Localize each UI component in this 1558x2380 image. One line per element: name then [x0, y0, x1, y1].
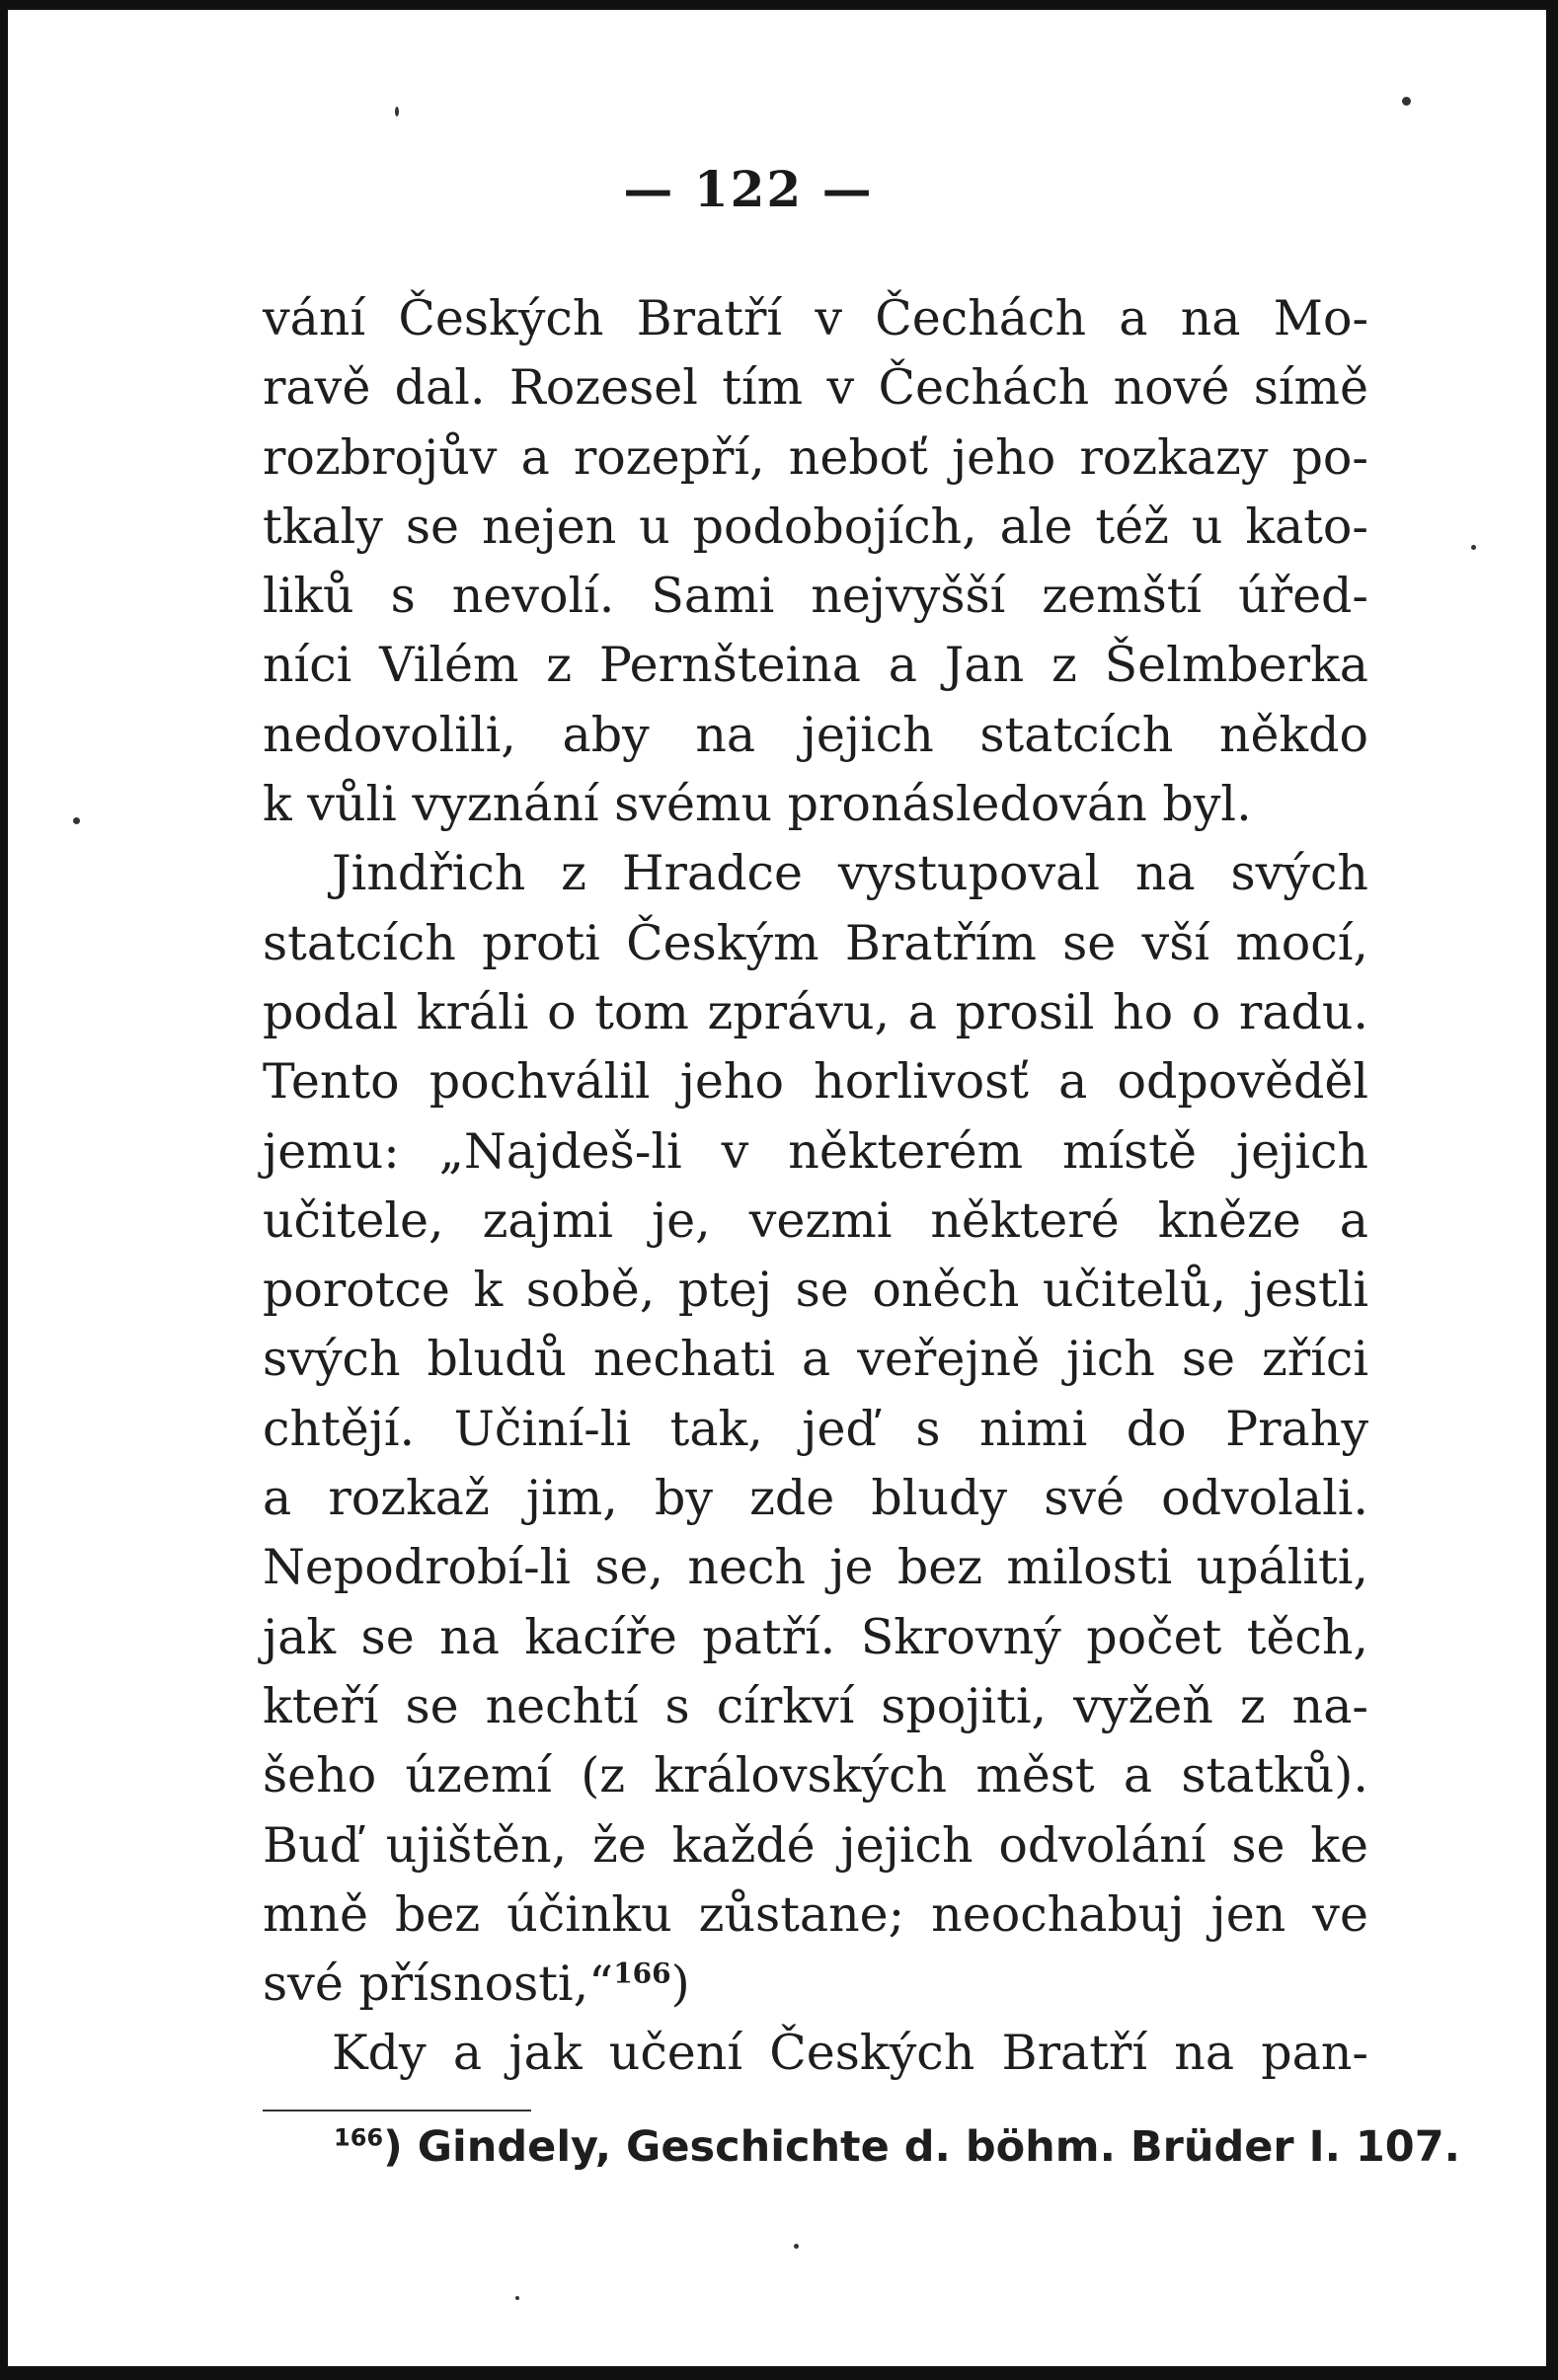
- footnote-text: ) Gindely, Geschichte d. böhm. Brüder I. 107.: [383, 2122, 1460, 2172]
- text-line: svých bludů nechati a veřejně jich se zříci: [263, 1331, 1368, 1388]
- scan-speck: [395, 107, 399, 116]
- text-line: nedovolili, aby na jejich statcích někdo: [263, 706, 1368, 763]
- footnote-number: 166: [334, 2123, 384, 2152]
- text-line: tkaly se nejen u podobojích, ale též u kato-: [263, 498, 1368, 555]
- text-line: k vůli vyznání svému pronásledován byl.: [263, 776, 1252, 833]
- text-line: liků s nevolí. Sami nejvyšší zemští úřed-: [263, 568, 1368, 625]
- text-line-content: své přísnosti,“: [263, 1956, 614, 2013]
- scan-speck: [794, 2244, 799, 2249]
- text-line: jak se na kacíře patří. Skrovný počet těch,: [263, 1608, 1368, 1665]
- text-line-last: [263, 1950, 1368, 2019]
- footnote-reference[interactable]: 166: [613, 1957, 671, 1990]
- page-number: — 122 —: [623, 160, 874, 218]
- text-line: Buď ujištěn, že každé jejich odvolání se ke: [263, 1816, 1368, 1874]
- text-line: Tento pochválil jeho horlivosť a odpověděl: [263, 1053, 1368, 1111]
- text-line: jemu: „Najdeš-li v některém místě jejich: [263, 1122, 1368, 1180]
- text-line: chtějí. Učiní-li tak, jeď s nimi do Prahy: [263, 1400, 1368, 1457]
- scan-speck: [1402, 97, 1411, 106]
- text-line: Jindřich z Hradce vystupoval na svých: [332, 845, 1368, 902]
- footnote-divider: [263, 2110, 531, 2111]
- text-line: statcích proti Českým Bratřím se vší mocí,: [263, 914, 1368, 971]
- closing-paren: ): [670, 1956, 690, 2013]
- text-line: vání Českých Bratří v Čechách a na Mo-: [263, 290, 1368, 346]
- body-text: [263, 284, 1368, 2089]
- scan-speck: [73, 817, 80, 824]
- text-line: podal králi o tom zprávu, a prosil ho o radu.: [263, 983, 1368, 1040]
- scan-speck: [1471, 545, 1476, 550]
- text-line: učitele, zajmi je, vezmi některé kněze a: [263, 1191, 1368, 1249]
- text-line: mně bez účinku zůstane; neochabuj jen ve: [263, 1885, 1368, 1943]
- text-line: porotce k sobě, ptej se oněch učitelů, jestli: [263, 1262, 1368, 1319]
- text-line: kteří se nechtí s církví spojiti, vyžeň z na-: [263, 1677, 1368, 1734]
- text-line: níci Vilém z Pernšteina a Jan z Šelmberka: [263, 637, 1368, 694]
- scan-speck: [515, 2296, 519, 2300]
- text-line: Kdy a jak učení Českých Bratří na pan-: [332, 2025, 1368, 2082]
- text-line: rozbrojův a rozepří, neboť jeho rozkazy po-: [263, 428, 1368, 486]
- text-line: šeho území (z královských měst a statků).: [263, 1747, 1368, 1804]
- text-line: Nepodrobí-li se, nech je bez milosti upáliti,: [263, 1539, 1368, 1596]
- text-line: a rozkaž jim, by zde bludy své odvolali.: [263, 1470, 1368, 1527]
- text-line: ravě dal. Rozesel tím v Čechách nové símě: [263, 359, 1368, 417]
- footnote: [334, 2112, 1460, 2182]
